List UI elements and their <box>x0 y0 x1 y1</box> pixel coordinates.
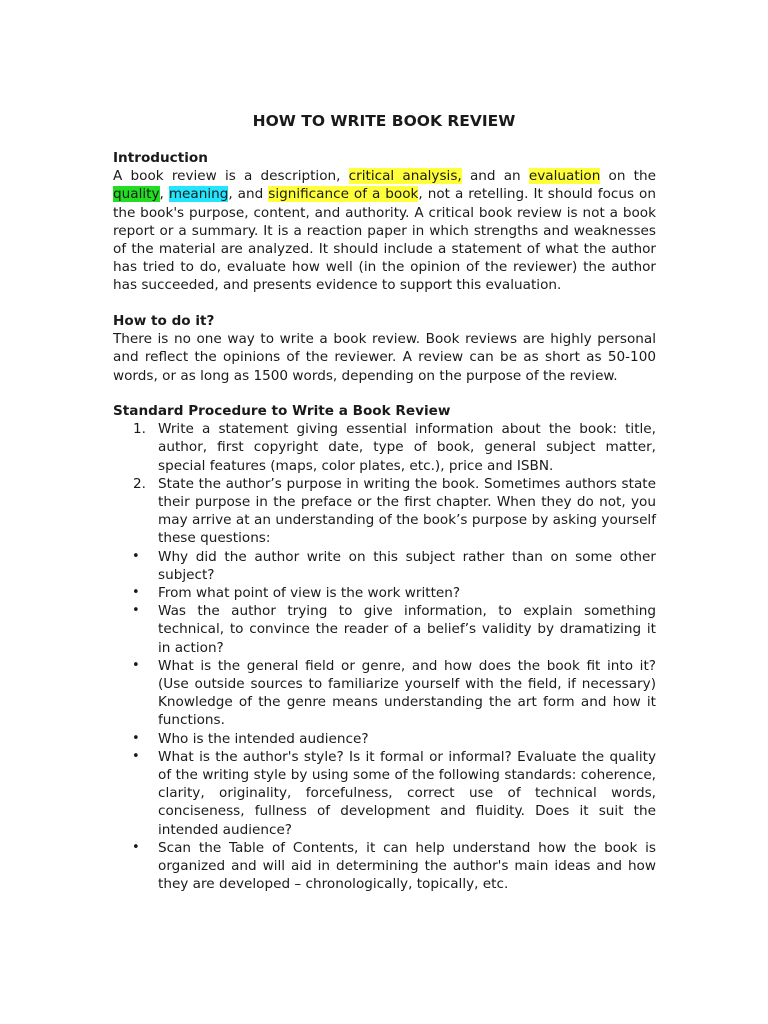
highlight-critical-analysis: critical analysis, <box>348 168 462 185</box>
bullet-item <box>113 548 656 584</box>
bullet-item <box>113 748 656 839</box>
bullet-icon: • <box>132 548 140 564</box>
introduction-heading: Introduction <box>113 150 208 166</box>
bullet-icon: • <box>132 839 140 855</box>
list-number: 2. <box>133 475 146 492</box>
how-to-heading: How to do it? <box>113 313 215 329</box>
bullet-item-text: From what point of view is the work written? <box>158 585 461 602</box>
intro-text-1: A book review is a description, <box>113 168 349 185</box>
bullet-item <box>113 584 656 602</box>
bullet-icon: • <box>132 657 140 673</box>
procedure-section <box>113 402 656 893</box>
highlight-meaning: meaning <box>168 186 229 203</box>
bullet-icon: • <box>132 603 140 619</box>
list-item <box>113 475 656 548</box>
bullet-item-text: Why did the author write on this subject rather than on some other subject? <box>158 548 656 583</box>
highlight-quality: quality <box>113 186 160 203</box>
introduction-paragraph <box>113 167 656 294</box>
intro-text-6: , not a retelling. It should focus on the book's purpose, content, and authority. A critical book review is not a book report or a summary. It is a reaction paper in which strengths and weaknesses of the material are analyzed. It should include a statement of what the author has tried to do, evaluate how well (in the opinion of the reviewer) the author has succeeded, and presents evidence to support this evaluation. <box>113 186 656 294</box>
how-to-section <box>113 312 656 385</box>
procedure-heading: Standard Procedure to Write a Book Review <box>113 403 451 419</box>
bullet-item-text: What is the author's style? Is it formal or informal? Evaluate the quality of the writing style by using some of the following standards: coherence, clarity, originality, forcefulness, correct use of technical words, conciseness, fullness of development and fluidity. Does it suit the intended audience? <box>158 748 656 838</box>
bullet-item-text: What is the general field or genre, and how does the book fit into it? (Use outside sources to familiarize yourself with the field, if necessary) Knowledge of the genre means understanding the art form and how it functions. <box>158 657 656 729</box>
procedure-bullet-list <box>113 548 656 894</box>
how-to-paragraph: There is no one way to write a book review. Book reviews are highly personal and reflect the opinions of the reviewer. A review can be as short as 50-100 words, or as long as 1500 words, depending on the purpose of the review. <box>113 331 656 384</box>
bullet-icon: • <box>132 585 140 601</box>
bullet-item <box>113 657 656 730</box>
bullet-icon: • <box>132 730 140 746</box>
list-item-text: Write a statement giving essential information about the book: title, author, first copyright date, type of book, general subject matter, special features (maps, color plates, etc.), price and ISBN. <box>158 421 656 474</box>
procedure-numbered-list <box>113 420 656 547</box>
list-item <box>113 420 656 475</box>
bullet-item-text: Who is the intended audience? <box>158 730 369 747</box>
highlight-evaluation: evaluation <box>528 168 601 185</box>
bullet-item <box>113 839 656 894</box>
bullet-item-text: Scan the Table of Contents, it can help understand how the book is organized and will aid in determining the author's main ideas and how they are developed – chronologically, topically, etc. <box>158 839 656 893</box>
intro-text-2: and an <box>461 168 529 185</box>
intro-text-3: on the <box>600 168 656 185</box>
bullet-item <box>113 730 656 748</box>
bullet-item-text: Was the author trying to give information, to explain something technical, to convince the reader of a belief’s validity by dramatizing it in action? <box>158 603 656 656</box>
bullet-icon: • <box>132 748 140 764</box>
intro-text-4: , <box>159 186 169 203</box>
list-item-text: State the author’s purpose in writing the book. Sometimes authors state their purpose in the preface or the first chapter. When they do not, you may arrive at an understanding of the book’s purpose by asking yourself these questions: <box>158 475 656 547</box>
bullet-item <box>113 602 656 657</box>
intro-text-5: , and <box>228 186 269 203</box>
page-title: HOW TO WRITE BOOK REVIEW <box>252 112 516 130</box>
highlight-significance: significance of a book <box>268 186 419 203</box>
list-number: 1. <box>133 421 146 438</box>
introduction-section <box>113 149 656 295</box>
